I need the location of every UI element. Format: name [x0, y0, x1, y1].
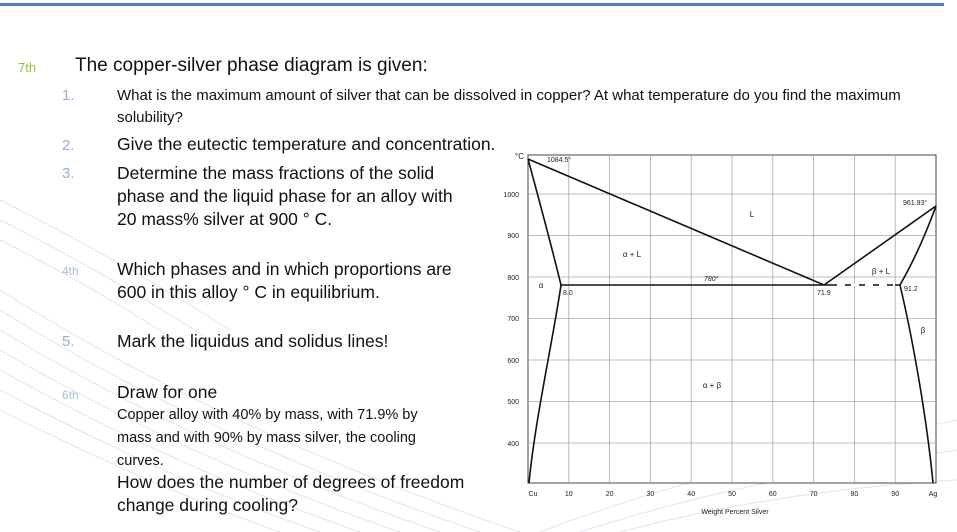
- x-tick-label: 60: [768, 491, 777, 498]
- slide-number: 7th: [18, 60, 37, 75]
- phase-diagram: [495, 140, 950, 530]
- x-tick-label: 50: [728, 491, 736, 498]
- x-tick-label: 80: [850, 491, 859, 498]
- question-1-text: What is the maximum amount of silver that can be dissolved in copper? At what temperature do you find the maximum solubility?: [117, 87, 901, 126]
- eutectic-temp-label: 780°: [704, 276, 719, 283]
- beta-region-label: β: [920, 326, 926, 335]
- question-3-line-1: Determine the mass fractions of the solid: [117, 163, 435, 183]
- question-3-number: 3.: [62, 165, 75, 182]
- x-tick-label: 20: [605, 491, 614, 498]
- question-5-text: Mark the liquidus and solidus lines!: [117, 331, 389, 351]
- question-3-line-3: 20 mass% silver at 900 ° C.: [117, 209, 333, 229]
- y-tick-label: 700: [507, 316, 519, 323]
- beta-liquid-region-label: β + L: [871, 267, 891, 276]
- alpha-beta-region-label: α + β: [702, 381, 722, 390]
- y-tick-label: 900: [507, 233, 519, 240]
- question-6-line-2: mass and with 90% by mass silver, the cooling: [117, 430, 416, 446]
- y-tick-label: 400: [507, 441, 519, 448]
- y-unit-label: °C: [515, 152, 524, 161]
- y-tick-label: 1000: [503, 192, 519, 199]
- question-4-number: 4th: [62, 264, 79, 278]
- question-5-number: 5.: [62, 333, 75, 350]
- x-tick-label: Cu: [528, 491, 538, 498]
- question-2-text: Give the eutectic temperature and concentration.: [117, 134, 496, 154]
- liquid-region-label: L: [749, 210, 755, 219]
- page-title: The copper-silver phase diagram is given:: [75, 55, 428, 76]
- question-6-number: 6th: [62, 388, 79, 402]
- alpha-max-solubility-label: 8.0: [563, 290, 573, 297]
- question-6-heading: Draw for one: [117, 382, 218, 402]
- question-6-line-1: Copper alloy with 40% by mass, with 71.9% by: [117, 407, 418, 423]
- x-tick-label: Ag: [928, 491, 938, 498]
- cu-melting-label: 1084.5°: [547, 157, 572, 164]
- x-tick-label: 30: [646, 491, 655, 498]
- x-tick-label: 70: [809, 491, 818, 498]
- y-tick-label: 500: [507, 399, 519, 406]
- question-3-line-2: phase and the liquid phase for an alloy with: [117, 186, 453, 206]
- question-6-closing-2: change during cooling?: [117, 495, 298, 515]
- question-4-line-2: 600 in this alloy ° C in equilibrium.: [117, 282, 380, 302]
- beta-max-solubility-label: 91.2: [904, 286, 918, 293]
- eutectic-composition-label: 71.9: [817, 290, 831, 297]
- y-tick-label: 800: [507, 275, 519, 282]
- alpha-liquid-region-label: α + L: [622, 250, 642, 259]
- x-tick-label: 90: [891, 491, 900, 498]
- question-6-line-3: curves.: [117, 453, 164, 469]
- alpha-region-label: α: [538, 281, 544, 290]
- question-1-number: 1.: [62, 87, 75, 104]
- question-6-closing-1: How does the number of degrees of freedom: [117, 472, 465, 492]
- y-tick-label: 600: [507, 358, 519, 365]
- phase-diagram-svg: [495, 140, 950, 525]
- ag-melting-label: 961.93°: [903, 200, 928, 207]
- x-axis-title: Weight Percent Silver: [701, 509, 769, 516]
- x-tick-label: 40: [687, 491, 696, 498]
- question-4-line-1: Which phases and in which proportions are: [117, 259, 452, 279]
- question-2-number: 2.: [62, 137, 75, 154]
- top-rule: [0, 3, 944, 6]
- x-tick-label: 10: [564, 491, 573, 498]
